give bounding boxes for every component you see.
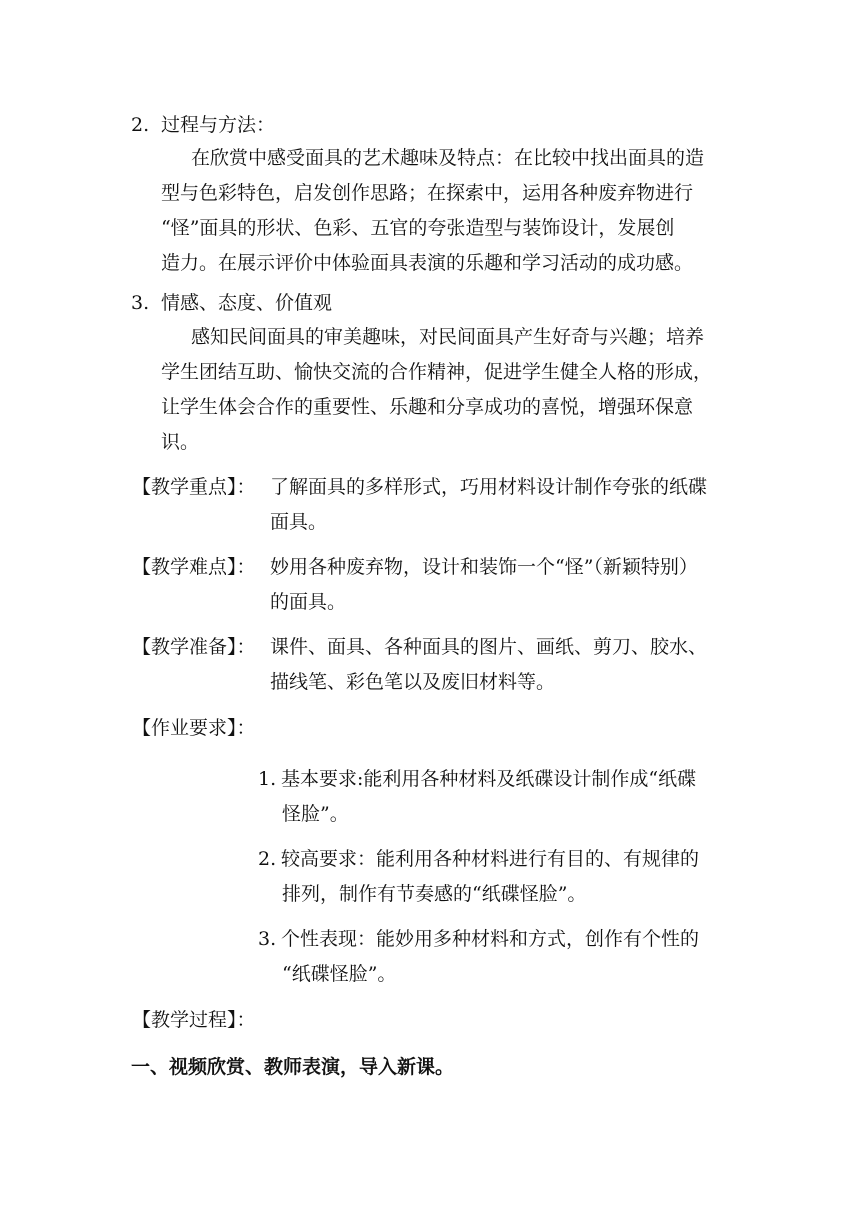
homework-label: 【作业要求】： [132, 717, 256, 739]
section-2-line-3: “怪”面具的形状、色彩、五官的夸张造型与装饰设计，发展创 [161, 217, 675, 239]
section-2-heading: 过程与方法： [161, 114, 276, 136]
key-point-line-1: 了解面具的多样形式，巧用材料设计制作夸张的纸碟 [270, 476, 708, 498]
section-2-line-2: 型与色彩特色，启发创作思路；在探索中，运用各种废弃物进行 [161, 182, 694, 204]
section-3-heading: 情感、态度、价值观 [161, 292, 333, 314]
homework-item-1-number: 1. [258, 768, 277, 790]
key-point-line-2: 面具。 [270, 511, 328, 533]
key-point-label: 【教学重点】： [132, 476, 256, 498]
section-3-line-4: 识。 [161, 431, 200, 453]
section-3-number: 3. [131, 292, 150, 314]
step-1-heading: 一、视频欣赏、教师表演，导入新课。 [131, 1056, 455, 1078]
section-2-line-4: 造力。在展示评价中体验面具表演的乐趣和学习活动的成功感。 [161, 252, 694, 274]
homework-item-3-line-2: “纸碟怪脸”。 [282, 963, 397, 985]
homework-item-1-line-2: 怪脸”。 [282, 803, 349, 825]
section-3-line-3: 让学生体会合作的重要性、乐趣和分享成功的喜悦，增强环保意 [161, 396, 694, 418]
section-3-line-2: 学生团结互助、愉快交流的合作精神，促进学生健全人格的形成， [161, 361, 713, 383]
preparation-line-1: 课件、面具、各种面具的图片、画纸、剪刀、胶水、 [270, 636, 708, 658]
difficulty-line-2: 的面具。 [270, 591, 347, 613]
difficulty-label: 【教学难点】： [132, 556, 256, 578]
homework-item-2-number: 2. [258, 848, 277, 870]
preparation-label: 【教学准备】： [132, 636, 256, 658]
section-3-line-1: 感知民间面具的审美趣味，对民间面具产生好奇与兴趣；培养 [191, 326, 705, 348]
section-2-number: 2. [131, 114, 150, 136]
homework-item-2-line-1: 较高要求：能利用各种材料进行有目的、有规律的 [281, 848, 700, 870]
homework-item-1-line-1: 基本要求:能利用各种材料及纸碟设计制作成“纸碟 [281, 768, 697, 790]
homework-item-3-line-1: 个性表现：能妙用多种材料和方式，创作有个性的 [281, 928, 700, 950]
section-2-line-1: 在欣赏中感受面具的艺术趣味及特点：在比较中找出面具的造 [191, 147, 705, 169]
teaching-process-label: 【教学过程】： [132, 1009, 256, 1031]
homework-item-2-line-2: 排列，制作有节奏感的“纸碟怪脸”。 [282, 883, 587, 905]
difficulty-line-1: 妙用各种废弃物，设计和装饰一个“怪”（新颖特别） [270, 556, 698, 578]
preparation-line-2: 描线笔、彩色笔以及废旧材料等。 [270, 671, 556, 693]
homework-item-3-number: 3. [258, 928, 277, 950]
